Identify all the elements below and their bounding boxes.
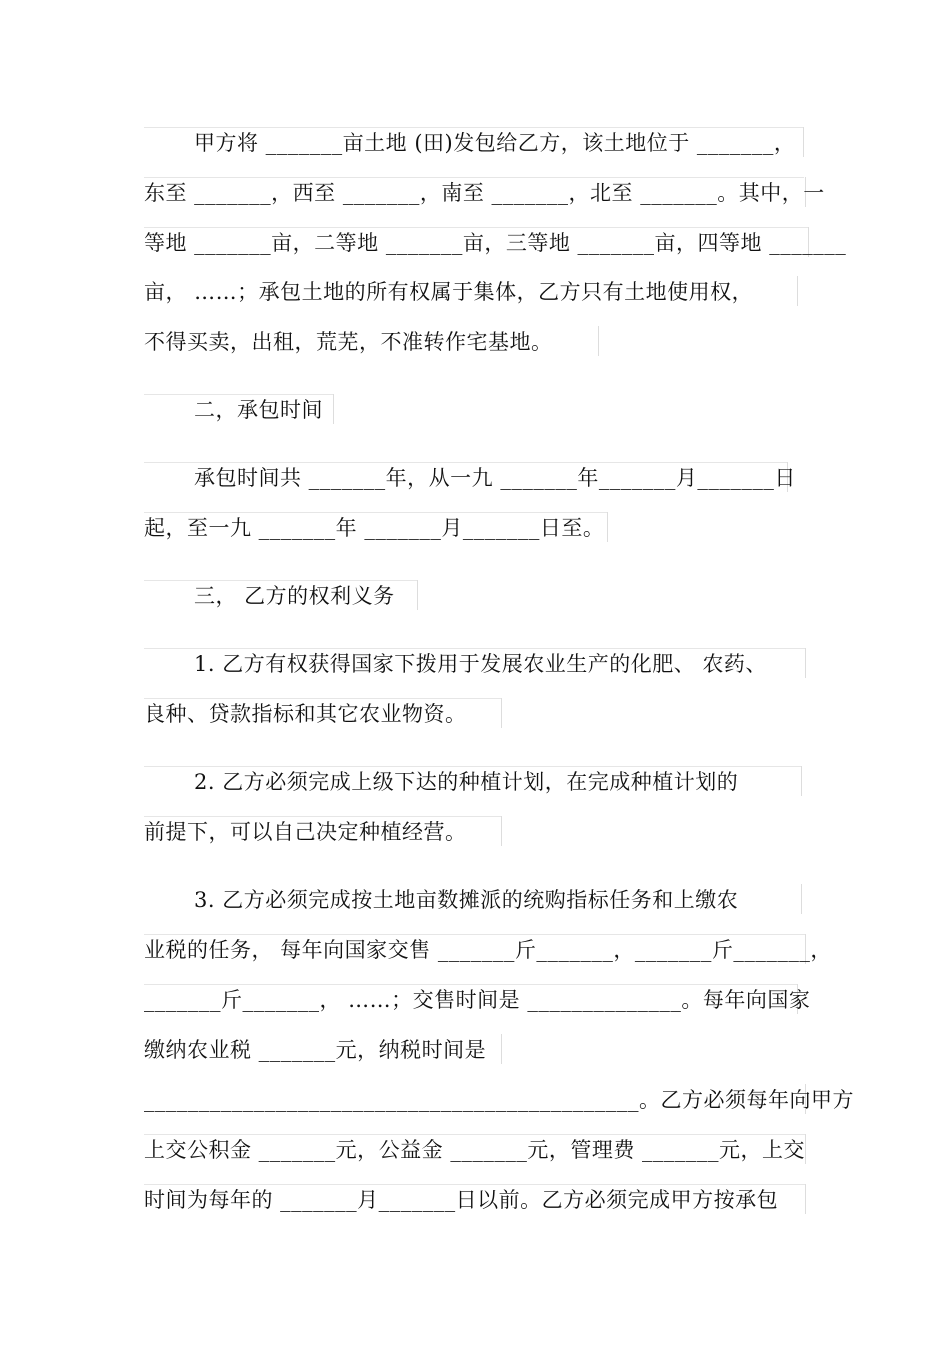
frame-line	[805, 648, 806, 678]
frame-line	[417, 580, 418, 610]
frame-line	[144, 227, 808, 228]
frame-line	[144, 698, 502, 699]
frame-line	[801, 766, 802, 796]
frame-line	[805, 1134, 806, 1164]
contract-line-5: 不得买卖，出租，荒芜，不准转作宅基地。	[144, 330, 553, 354]
contract-line-1: 甲方将 _______亩土地 (田)发包给乙方，该土地位于 _______，	[194, 131, 796, 155]
contract-line-3: 等地 _______亩，二等地 _______亩，三等地 _______亩，四等地 _______	[144, 231, 847, 255]
frame-line	[144, 648, 806, 649]
frame-line	[801, 884, 802, 914]
frame-line	[333, 394, 334, 424]
frame-line	[501, 1034, 502, 1064]
frame-line	[144, 127, 804, 128]
frame-line	[144, 1184, 806, 1185]
clause-3-line-3: _______斤_______， ……；交售时间是 ______________。每年向国家	[144, 988, 811, 1012]
frame-line	[797, 276, 798, 306]
frame-line	[805, 1184, 806, 1214]
clause-3-line-5: _____________________________________________。乙方必须每年向甲方	[144, 1088, 854, 1112]
frame-line	[607, 512, 608, 542]
clause-2-line-2: 前提下，可以自己决定种植经营。	[144, 820, 467, 844]
frame-line	[144, 394, 334, 395]
frame-line	[598, 326, 599, 356]
section-heading-term: 二，承包时间	[194, 398, 323, 422]
contract-line-2: 东至 _______，西至 _______，南至 _______，北至 _______。其中，一	[144, 181, 825, 205]
frame-line	[501, 698, 502, 728]
frame-line	[144, 177, 804, 178]
frame-line	[144, 512, 608, 513]
frame-line	[144, 766, 802, 767]
clause-1-line-1: 1. 乙方有权获得国家下拨用于发展农业生产的化肥、 农药、	[194, 652, 767, 676]
section-heading-rights: 三， 乙方的权利义务	[194, 584, 395, 608]
frame-line	[144, 462, 788, 463]
frame-line	[144, 1134, 806, 1135]
clause-3-line-7: 时间为每年的 _______月_______日以前。乙方必须完成甲方按承包	[144, 1188, 779, 1212]
clause-3-line-2: 业税的任务， 每年向国家交售 _______斤_______，_______斤_______，	[144, 938, 832, 962]
clause-3-line-4: 缴纳农业税 _______元，纳税时间是	[144, 1038, 487, 1062]
frame-line	[144, 580, 418, 581]
clause-2-line-1: 2. 乙方必须完成上级下达的种植计划，在完成种植计划的	[194, 770, 739, 794]
frame-line	[144, 934, 806, 935]
frame-line	[501, 816, 502, 846]
frame-line	[144, 984, 798, 985]
clause-3-line-1: 3. 乙方必须完成按土地亩数摊派的统购指标任务和上缴农	[194, 888, 739, 912]
clause-3-line-6: 上交公积金 _______元，公益金 _______元，管理费 _______元，上交	[144, 1138, 806, 1162]
contract-line-4: 亩， ……；承包土地的所有权属于集体，乙方只有土地使用权，	[144, 280, 754, 304]
frame-line	[144, 816, 502, 817]
clause-1-line-2: 良种、贷款指标和其它农业物资。	[144, 702, 467, 726]
contract-line-7: 承包时间共 _______年，从一九 _______年_______月_______日	[194, 466, 796, 490]
frame-line	[803, 127, 804, 157]
contract-line-8: 起，至一九 _______年 _______月_______日至。	[144, 516, 605, 540]
